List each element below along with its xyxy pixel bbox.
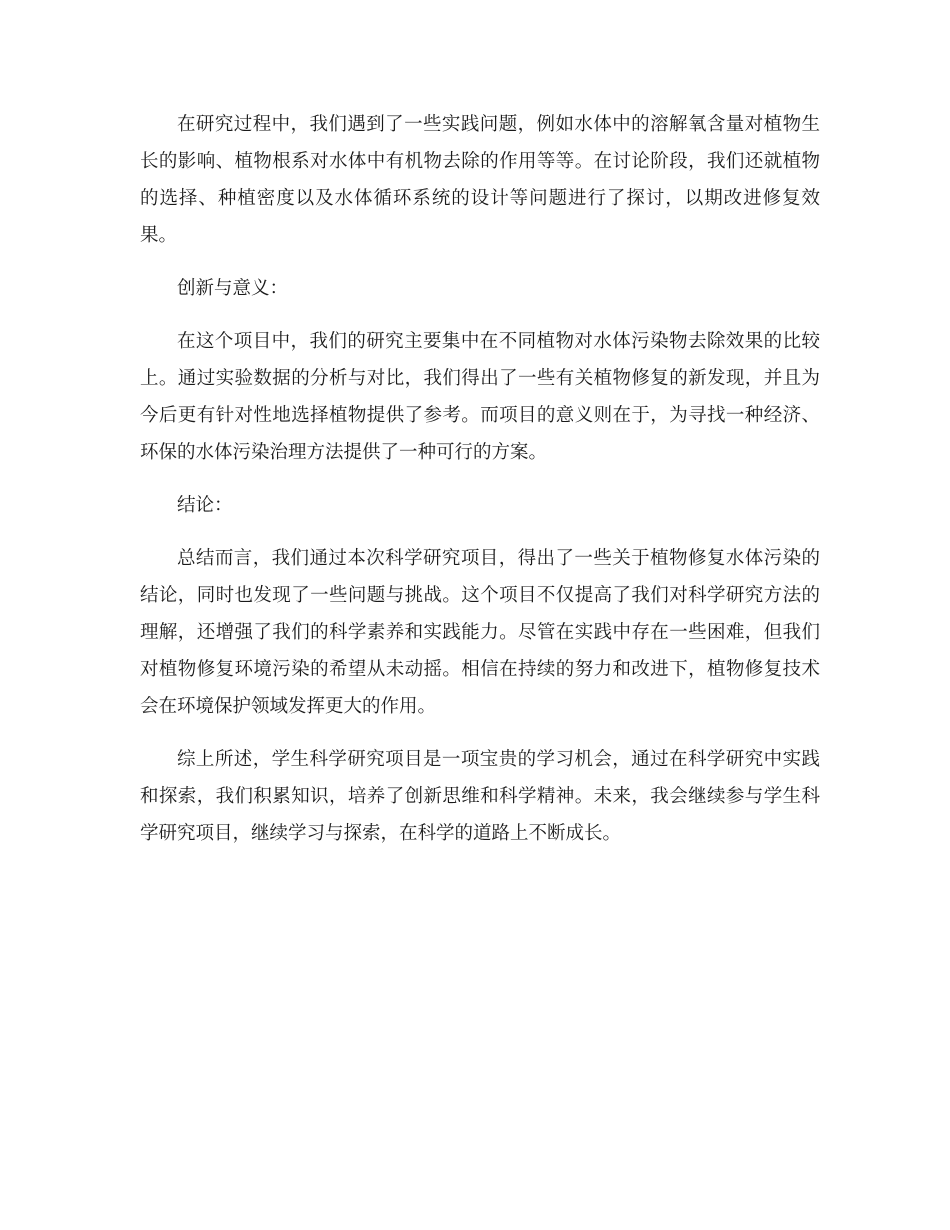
document-body [140,106,820,868]
paragraph-summary: 综上所述，学生科学研究项目是一项宝贵的学习机会，通过在科学研究中实践和探索，我们积累知识，培养了创新思维和科学精神。未来，我会继续参与学生科学研究项目，继续学习与探索，在科学的道路上不断成长。 [140,749,820,844]
paragraph-conclusion: 总结而言，我们通过本次科学研究项目，得出了一些关于植物修复水体污染的结论，同时也发现了一些问题与挑战。这个项目不仅提高了我们对科学研究方法的理解，还增强了我们的科学素养和实践能力。尽管在实践中存在一些困难，但我们对植物修复环境污染的希望从未动摇。相信在持续的努力和改进下，植物修复技术会在环境保护领域发挥更大的作用。 [140,548,820,717]
section-heading-conclusion: 结论： [177,495,233,516]
section-heading-innovation: 创新与意义： [177,278,289,299]
paragraph-research-issues: 在研究过程中，我们遇到了一些实践问题，例如水体中的溶解氧含量对植物生长的影响、植物根系对水体中有机物去除的作用等等。在讨论阶段，我们还就植物的选择、种植密度以及水体循环系统的设计等问题进行了探讨，以期改进修复效果。 [140,114,820,246]
paragraph-innovation: 在这个项目中，我们的研究主要集中在不同植物对水体污染物去除效果的比较上。通过实验数据的分析与对比，我们得出了一些有关植物修复的新发现，并且为今后更有针对性地选择植物提供了参考。而项目的意义则在于，为寻找一种经济、环保的水体污染治理方法提供了一种可行的方案。 [140,331,820,463]
